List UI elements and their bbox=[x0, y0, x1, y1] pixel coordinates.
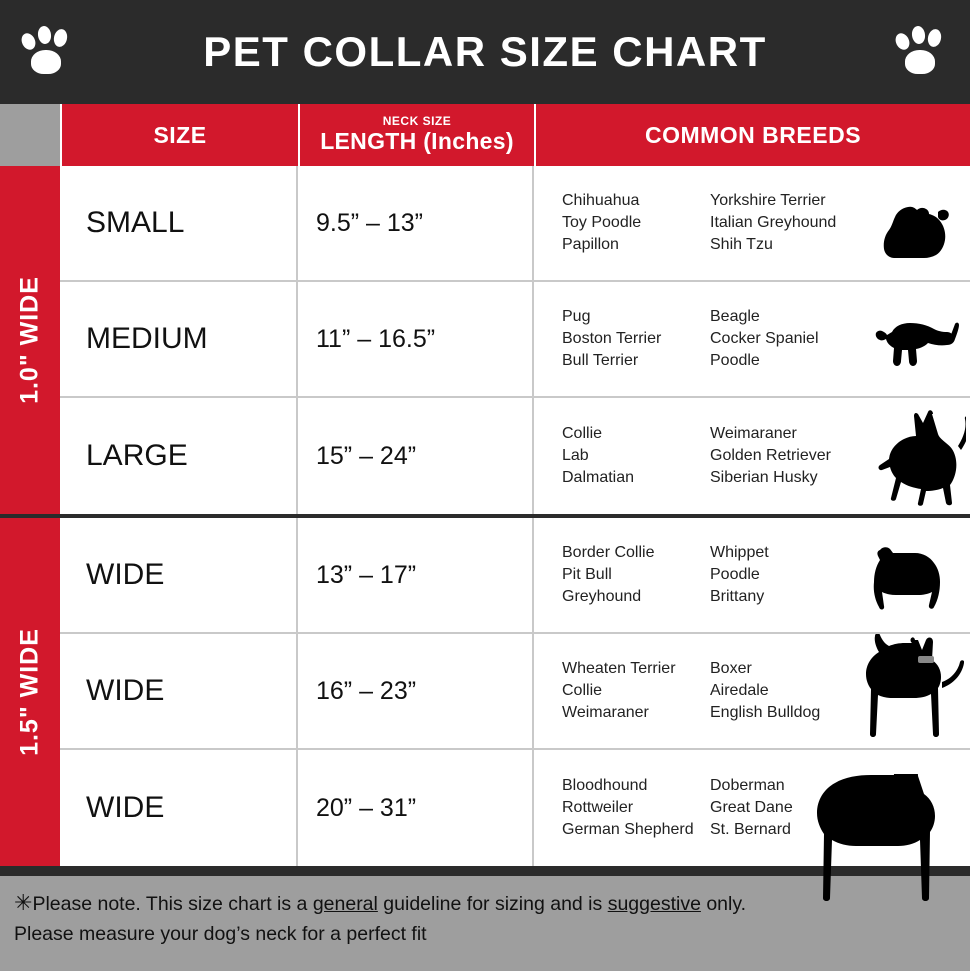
cell-size: LARGE bbox=[60, 398, 298, 514]
breed-item: Great Dane bbox=[710, 799, 793, 816]
breed-item: Golden Retriever bbox=[710, 447, 831, 464]
breed-item: Border Collie bbox=[562, 544, 655, 561]
footer-text-b: guideline for sizing and is bbox=[377, 893, 608, 915]
footer-line-2: Please measure your dog’s neck for a perfect fit bbox=[14, 923, 427, 945]
breed-item: German Shepherd bbox=[562, 821, 694, 838]
breed-item: Chihuahua bbox=[562, 192, 640, 209]
boxer-silhouette bbox=[856, 634, 964, 746]
table-row bbox=[60, 634, 970, 750]
shepherd-silhouette bbox=[862, 410, 966, 508]
breed-column-1 bbox=[562, 542, 710, 608]
cell-size: SMALL bbox=[60, 166, 298, 280]
cell-length: 9.5” – 13” bbox=[298, 166, 534, 280]
breed-item: Bloodhound bbox=[562, 777, 648, 794]
table-row bbox=[60, 398, 970, 514]
breed-item: Airedale bbox=[710, 682, 769, 699]
column-header-breeds: COMMON BREEDS bbox=[534, 104, 970, 166]
doberman-silhouette bbox=[810, 774, 946, 904]
breed-column-1 bbox=[562, 423, 710, 489]
breed-item: Beagle bbox=[710, 308, 760, 325]
breed-item: Yorkshire Terrier bbox=[710, 192, 826, 209]
cell-breeds bbox=[534, 166, 970, 280]
cell-size: WIDE bbox=[60, 634, 298, 748]
breed-item: Brittany bbox=[710, 588, 765, 605]
cell-length: 13” – 17” bbox=[298, 518, 534, 632]
breed-item: Weimaraner bbox=[562, 704, 649, 721]
breed-item: Dalmatian bbox=[562, 469, 635, 486]
breed-item: Wheaten Terrier bbox=[562, 660, 676, 677]
column-header-size: SIZE bbox=[60, 104, 298, 166]
bulldog-silhouette bbox=[866, 542, 952, 628]
cell-breeds bbox=[534, 398, 970, 514]
cell-size: MEDIUM bbox=[60, 282, 298, 396]
breed-item: English Bulldog bbox=[710, 704, 821, 721]
breed-item: Poodle bbox=[710, 566, 760, 583]
breed-column-1 bbox=[562, 775, 710, 841]
footer-underline-suggestive: suggestive bbox=[607, 893, 701, 915]
breed-item: Toy Poodle bbox=[562, 214, 642, 231]
breed-item: Italian Greyhound bbox=[710, 214, 837, 231]
breed-column-1 bbox=[562, 306, 710, 372]
size-group-1-inch bbox=[0, 166, 970, 514]
table-row bbox=[60, 166, 970, 282]
size-group-1-5-inch bbox=[0, 514, 970, 866]
breed-item: Boxer bbox=[710, 660, 752, 677]
breed-item: Shih Tzu bbox=[710, 236, 773, 253]
cell-breeds bbox=[534, 518, 970, 632]
breed-item: Doberman bbox=[710, 777, 785, 794]
group-label-text: 1.5" WIDE bbox=[15, 628, 44, 756]
asterisk-icon: ✳ bbox=[14, 890, 33, 915]
breed-column-1 bbox=[562, 658, 710, 724]
column-header-length-main: LENGTH (Inches) bbox=[320, 128, 514, 154]
breed-item: Bull Terrier bbox=[562, 352, 639, 369]
table-row bbox=[60, 750, 970, 866]
group-label-1-5-inch bbox=[0, 518, 60, 866]
breed-item: Pug bbox=[562, 308, 591, 325]
paw-print-icon bbox=[18, 24, 78, 80]
breed-item: St. Bernard bbox=[710, 821, 791, 838]
breed-item: Pit Bull bbox=[562, 566, 612, 583]
breed-column-2 bbox=[710, 190, 878, 256]
group-rows-1-5-inch bbox=[60, 518, 970, 866]
cell-size: WIDE bbox=[60, 750, 298, 866]
table-corner-cell bbox=[0, 104, 60, 166]
cell-breeds bbox=[534, 282, 970, 396]
breed-column-2 bbox=[710, 542, 878, 608]
cell-length: 16” – 23” bbox=[298, 634, 534, 748]
group-rows-1-inch bbox=[60, 166, 970, 514]
breed-column-2 bbox=[710, 423, 878, 489]
table-header-row bbox=[0, 104, 970, 166]
breed-column-2 bbox=[710, 658, 878, 724]
footer-text-a: Please note. This size chart is a bbox=[32, 893, 313, 915]
breed-item: Rottweiler bbox=[562, 799, 634, 816]
cell-breeds bbox=[534, 634, 970, 748]
breed-column-1 bbox=[562, 190, 710, 256]
column-header-length-sub: NECK SIZE bbox=[382, 114, 452, 128]
footer-underline-general: general bbox=[312, 893, 378, 915]
breed-item: Weimaraner bbox=[710, 425, 797, 442]
breed-item: Lab bbox=[562, 447, 589, 464]
cell-breeds bbox=[534, 750, 970, 866]
group-label-text: 1.0" WIDE bbox=[15, 276, 44, 404]
pomeranian-silhouette bbox=[878, 200, 956, 266]
breed-item: Papillon bbox=[562, 236, 619, 253]
table-row bbox=[60, 282, 970, 398]
footer-text-c: only. bbox=[700, 893, 747, 915]
group-label-1-inch bbox=[0, 166, 60, 514]
cell-length: 20” – 31” bbox=[298, 750, 534, 866]
breed-item: Boston Terrier bbox=[562, 330, 662, 347]
breed-item: Cocker Spaniel bbox=[710, 330, 819, 347]
beagle-silhouette bbox=[868, 318, 964, 380]
cell-size: WIDE bbox=[60, 518, 298, 632]
paw-print-icon bbox=[892, 24, 952, 80]
cell-length: 11” – 16.5” bbox=[298, 282, 534, 396]
chart-header bbox=[0, 0, 970, 104]
breed-column-2 bbox=[710, 306, 878, 372]
breed-item: Collie bbox=[562, 682, 603, 699]
breed-item: Siberian Husky bbox=[710, 469, 818, 486]
table-row bbox=[60, 518, 970, 634]
breed-item: Collie bbox=[562, 425, 603, 442]
column-header-length bbox=[298, 104, 534, 166]
cell-length: 15” – 24” bbox=[298, 398, 534, 514]
page-title: PET COLLAR SIZE CHART bbox=[203, 28, 767, 75]
breed-item: Greyhound bbox=[562, 588, 642, 605]
breed-item: Poodle bbox=[710, 352, 760, 369]
breed-item: Whippet bbox=[710, 544, 769, 561]
